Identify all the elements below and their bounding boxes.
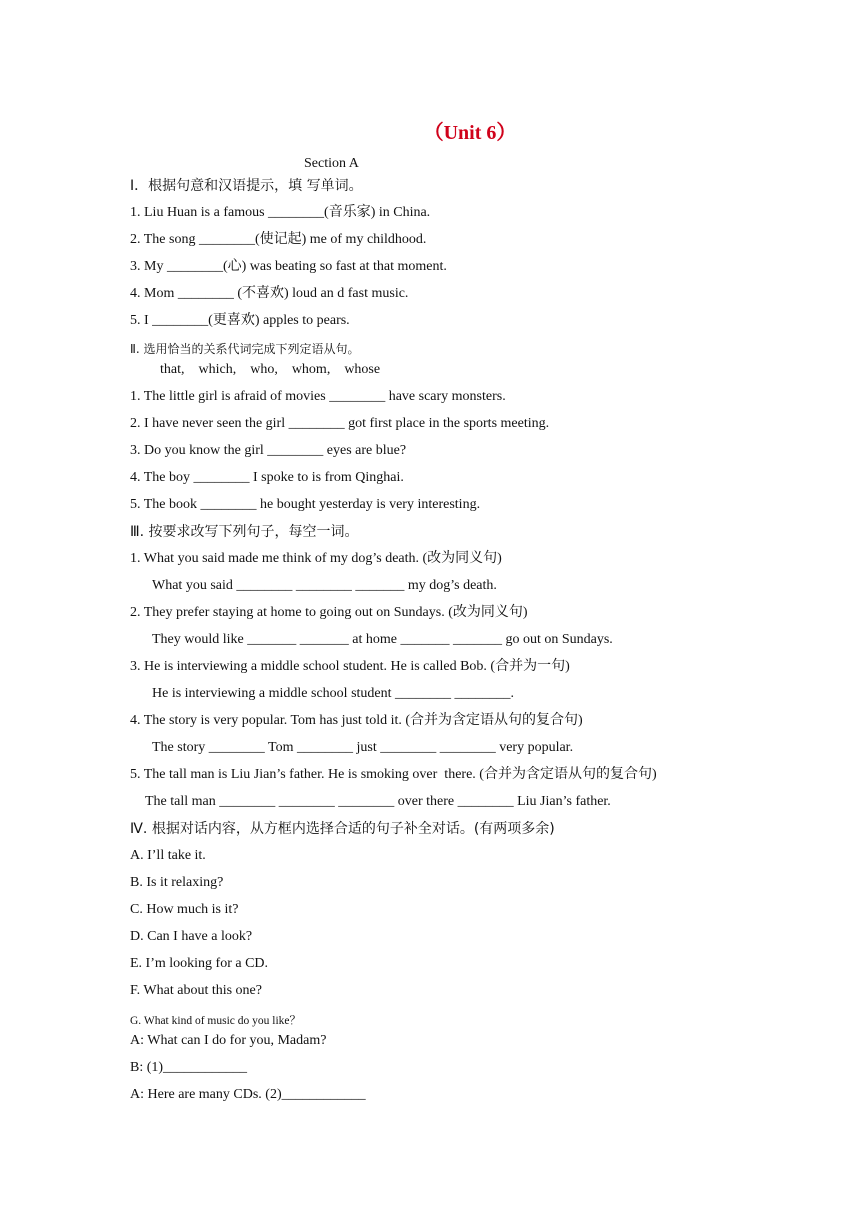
- choice-item: B. Is it relaxing?: [130, 875, 224, 890]
- part3-answer: They would like _______ _______ at home _______ _______ go out on Sundays.: [152, 632, 613, 647]
- part3-question: 5. The tall man is Liu Jian’s father. He is smoking over there. (合并为含定语从句的复合句): [130, 767, 657, 782]
- dialogue-line: A: What can I do for you, Madam?: [130, 1033, 327, 1048]
- choice-item: F. What about this one?: [130, 983, 262, 998]
- choice-item: C. How much is it?: [130, 902, 239, 917]
- dialogue-line: A: Here are many CDs. (2)____________: [130, 1087, 366, 1102]
- part2-item: 3. Do you know the girl ________ eyes are blue?: [130, 443, 407, 458]
- part1-item: 5. I ________(更喜欢) apples to pears.: [130, 313, 350, 328]
- part1-item: 3. My ________(心) was beating so fast at that moment.: [130, 259, 447, 274]
- part4-heading: Ⅳ. 根据对话内容，从方框内选择合适的句子补全对话。(有两项多余): [130, 821, 555, 837]
- part3-answer: He is interviewing a middle school student ________ ________.: [152, 686, 515, 701]
- part3-answer: The story ________ Tom ________ just ________ ________ very popular.: [152, 740, 574, 755]
- part3-question: 4. The story is very popular. Tom has just told it. (合并为含定语从句的复合句): [130, 713, 583, 728]
- part3-answer: What you said ________ ________ _______ my dog’s death.: [152, 578, 497, 593]
- part3-question: 3. He is interviewing a middle school student. He is called Bob. (合并为一句): [130, 659, 570, 674]
- part2-item: 2. I have never seen the girl ________ got first place in the sports meeting.: [130, 416, 550, 431]
- part1-item: 1. Liu Huan is a famous ________(音乐家) in China.: [130, 205, 431, 220]
- choice-item: A. I’ll take it.: [130, 848, 206, 863]
- pronoun-options: that, which, who, whom, whose: [160, 362, 381, 377]
- page-title: （Unit 6）: [423, 122, 517, 144]
- part1-item: 2. The song ________(使记起) me of my childhood.: [130, 232, 427, 247]
- part3-question: 1. What you said made me think of my dog’s death. (改为同义句): [130, 551, 502, 566]
- choice-item: G. What kind of music do you like？: [130, 1015, 301, 1027]
- dialogue-line: B: (1)____________: [130, 1060, 248, 1075]
- part2-item: 4. The boy ________ I spoke to is from Qinghai.: [130, 470, 404, 485]
- part1-heading: Ⅰ．根据句意和汉语提示，填 写单词。: [130, 178, 363, 194]
- part1-item: 4. Mom ________ (不喜欢) loud an d fast music.: [130, 286, 409, 301]
- choice-item: D. Can I have a look?: [130, 929, 253, 944]
- part3-heading: Ⅲ. 按要求改写下列句子，每空一词。: [130, 524, 359, 540]
- section-label: Section A: [304, 156, 359, 171]
- part2-item: 1. The little girl is afraid of movies ________ have scary monsters.: [130, 389, 506, 404]
- part2-item: 5. The book ________ he bought yesterday is very interesting.: [130, 497, 481, 512]
- part3-question: 2. They prefer staying at home to going out on Sundays. (改为同义句): [130, 605, 528, 620]
- part2-heading: Ⅱ. 选用恰当的关系代词完成下列定语从句。: [130, 342, 360, 356]
- choice-item: E. I’m looking for a CD.: [130, 956, 269, 971]
- part3-answer: The tall man ________ ________ ________ over there ________ Liu Jian’s father.: [145, 794, 611, 809]
